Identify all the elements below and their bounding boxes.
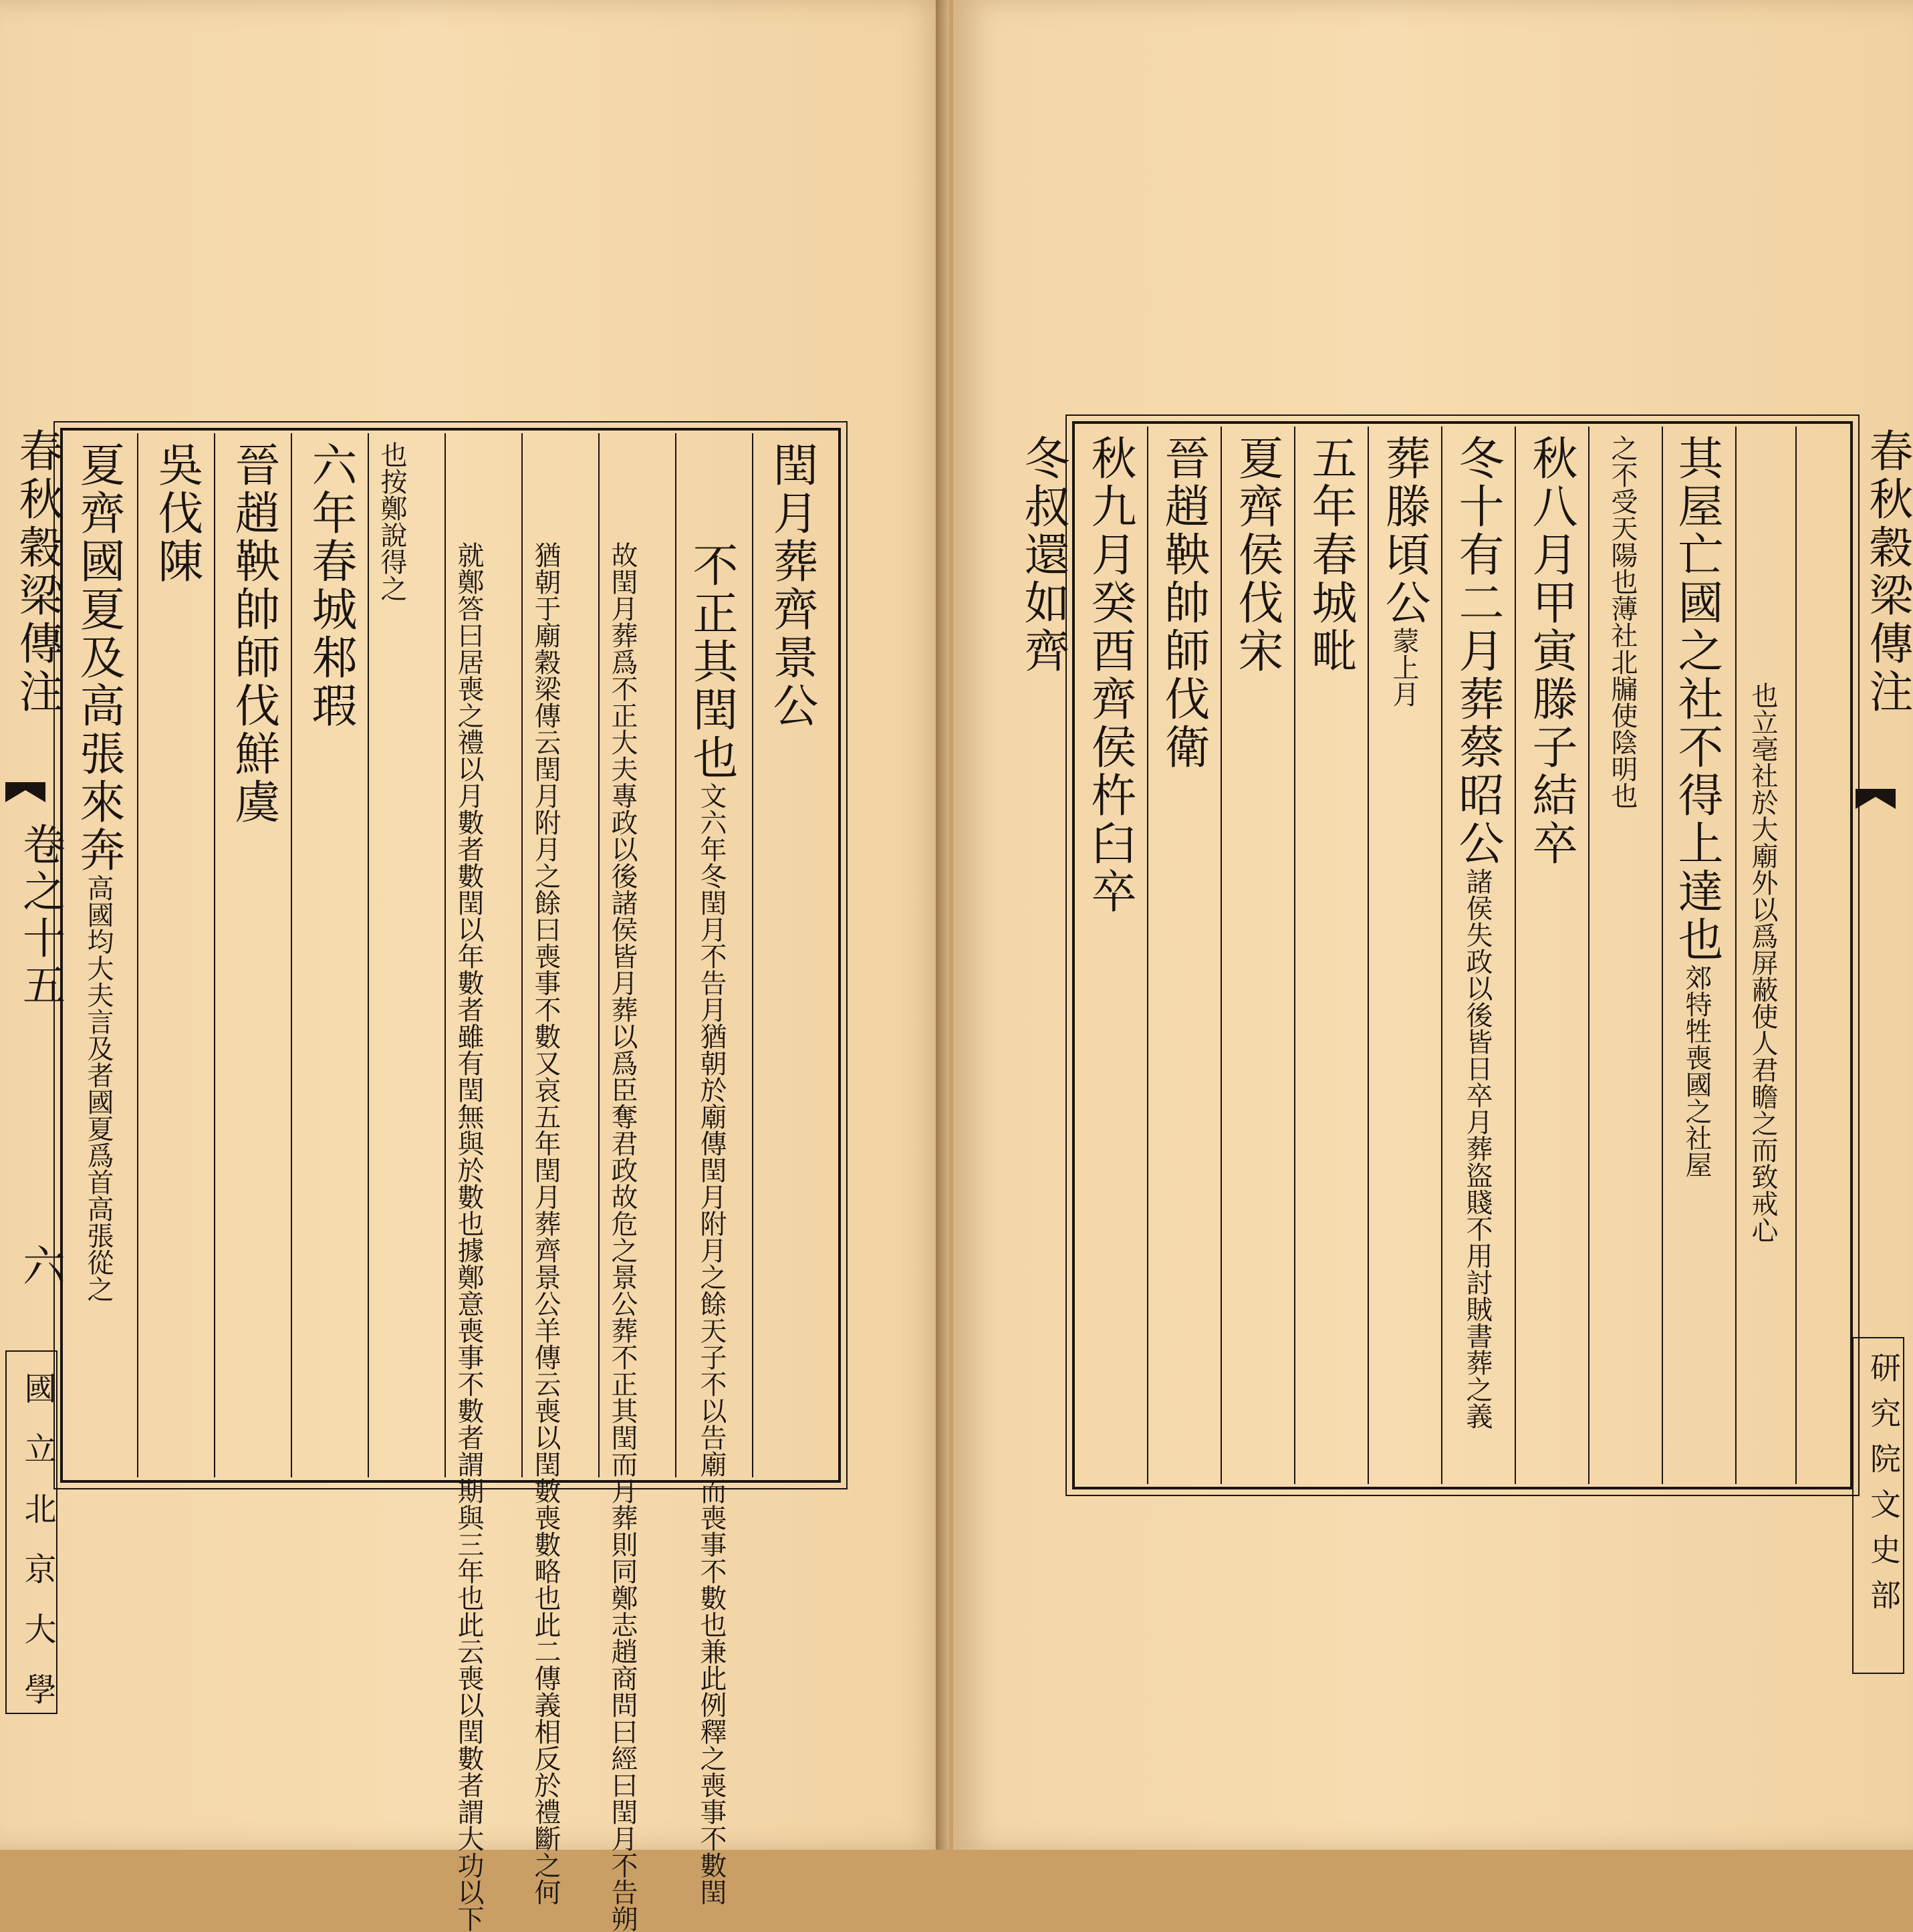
right-page (953, 0, 1913, 1850)
text-column (1304, 435, 1357, 675)
text-column (72, 441, 125, 1302)
column-commentary: 高國均大夫言及者國夏爲首高張從之 (83, 874, 114, 1302)
column-rule (1221, 427, 1222, 1484)
column-commentary: 猶朝于廟穀梁傳云閏月附月之餘曰喪事不數又哀五年閏月葬齊景公羊傳云喪以閏數喪數略也此二傳義相反於禮斷之何 (530, 541, 561, 1905)
text-column (1525, 435, 1577, 868)
text-column (1083, 435, 1136, 916)
text-column (765, 441, 818, 730)
column-commentary: 也按鄭說得之 (376, 441, 407, 602)
fishmouth-mark (1856, 789, 1896, 809)
text-column (150, 441, 203, 586)
column-main-text: 夏齊侯伐宋 (1231, 435, 1283, 675)
text-column (1378, 435, 1430, 707)
text-column (1608, 435, 1636, 809)
column-rule (1795, 427, 1797, 1484)
column-main-text: 晉趙鞅帥師伐衛 (1157, 435, 1210, 771)
column-rule (1441, 427, 1442, 1484)
left-page (0, 0, 949, 1932)
column-rule (1368, 427, 1369, 1484)
column-main-text: 秋九月癸酉齊侯杵臼卒 (1083, 435, 1136, 916)
column-main-text: 葬滕頃公 (1378, 435, 1430, 627)
column-main-text: 冬十有二月葬蔡昭公 (1451, 435, 1504, 868)
column-main-text: 五年春城毗 (1304, 435, 1357, 675)
text-column (1670, 435, 1723, 1178)
column-main-text: 冬叔還如齊 (1017, 435, 1069, 675)
text-column (1157, 435, 1210, 771)
text-column (1451, 435, 1504, 1429)
column-rule (675, 433, 676, 1477)
volume-label: 卷之十五 (15, 822, 65, 1009)
column-rule (1515, 427, 1516, 1484)
text-column (304, 441, 357, 730)
column-commentary: 諸侯失政以後皆日卒月葬盜賤不用討賊書葬之義 (1462, 868, 1493, 1429)
column-main-text: 秋八月甲寅滕子結卒 (1525, 435, 1577, 868)
column-rule (752, 433, 753, 1477)
fishmouth-mark (5, 782, 45, 802)
column-rule (368, 433, 369, 1477)
text-column (685, 541, 738, 1905)
column-commentary: 故閏月葬爲不正大夫專政以後諸侯皆月葬以爲臣奪君政故危之景公葬不正其閏而月葬則同鄭志趙商問曰經曰閏月不告朔 (607, 541, 638, 1932)
text-column (455, 541, 483, 1932)
institute-stamp: 研究院文史部 (1852, 1337, 1904, 1674)
column-rule (1588, 427, 1589, 1484)
column-rule (137, 433, 138, 1477)
column-main-text: 晉趙鞅帥師伐鮮虞 (227, 441, 280, 826)
page-number: 六 (15, 1243, 65, 1286)
column-main-text: 不正其閏也 (685, 541, 738, 782)
text-column (531, 541, 559, 1905)
column-rule (444, 433, 446, 1477)
column-commentary: 就鄭答曰居喪之禮以月數者數閏以年數者雖有閏無與於數也據鄭意喪事不數者謂期與三年也此云喪以閏數者謂大功以下 (453, 541, 484, 1932)
left-margin-title: 春秋穀梁傳注 (11, 428, 63, 717)
text-column (1749, 682, 1777, 1243)
column-main-text: 吳伐陳 (150, 441, 203, 586)
column-commentary: 蒙上月 (1388, 627, 1419, 707)
column-main-text: 閏月葬齊景公 (765, 441, 818, 730)
library-stamp: 國立北京大學 (5, 1350, 57, 1714)
column-commentary: 也立亳社於大廟外以爲屏蔽使人君瞻之而致戒心 (1747, 682, 1778, 1243)
column-commentary: 文六年冬閏月不告月猶朝於廟傳閏月附月之餘天子不以告廟而喪事不數也兼此例釋之喪事不數閏 (696, 782, 727, 1905)
column-commentary: 郊特牲喪國之社屋 (1681, 964, 1712, 1178)
column-main-text: 夏齊國夏及高張來奔 (72, 441, 125, 874)
right-margin-title: 春秋穀梁傳注 (1862, 428, 1913, 717)
text-column (608, 541, 636, 1932)
text-column (1231, 435, 1283, 675)
text-column (1017, 435, 1069, 675)
column-commentary: 之不受天陽也薄社北牖使陰明也 (1607, 435, 1638, 809)
column-rule (1662, 427, 1663, 1484)
text-column (378, 441, 406, 602)
column-rule (1294, 427, 1295, 1484)
column-main-text: 其屋亡國之社不得上達也 (1670, 435, 1723, 964)
column-rule (1147, 427, 1148, 1484)
column-rule (214, 433, 215, 1477)
text-column (227, 441, 280, 826)
column-rule (1735, 427, 1737, 1484)
column-main-text: 六年春城邾瑕 (304, 441, 357, 730)
column-rule (598, 433, 600, 1477)
column-rule (521, 433, 523, 1477)
column-rule (291, 433, 292, 1477)
